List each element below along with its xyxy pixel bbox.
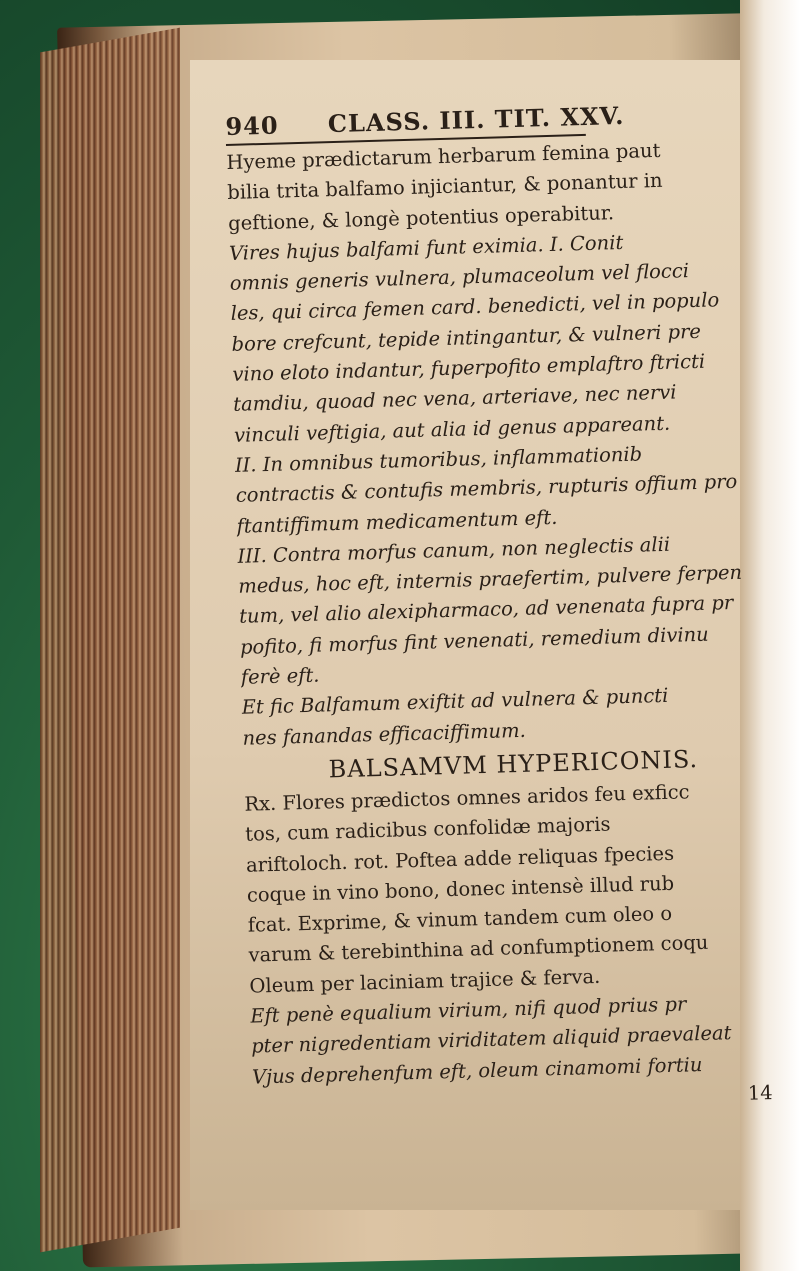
text-line: Rx. Flores prædictos omnes aridos feu exficc [244, 780, 690, 816]
text-line: coque in vino bono, donec intensè illud rub [246, 871, 675, 907]
text-line: varum & terebinthina ad confumptionem coqu [248, 931, 709, 968]
text-line: vinculi veftigia, aut alia id genus appareant. [233, 411, 671, 447]
page-number: 940 [225, 110, 279, 141]
text-line: medus, hoc eft, internis praefertim, pulvere ferpen [237, 560, 743, 598]
text-line: pofito, fi morfus fint venenati, remedium divinu [239, 622, 709, 659]
section-title: BALSAMVM HYPERICONIS. [328, 744, 699, 784]
text-line: fcat. Exprime, & vinum tandem cum oleo o [247, 901, 673, 937]
text-line: contractis & contufis membris, rupturis offium pro [235, 470, 738, 508]
text-line: Hyeme prædictarum herbarum femina paut [226, 138, 661, 174]
text-line: II. In omnibus tumoribus, inflammationib [234, 442, 643, 477]
text-line: III. Contra morfus canum, non neglectis alii [237, 532, 671, 568]
text-line: bilia trita balfamo injiciantur, & ponantur in [226, 169, 663, 205]
text-line: nes fanandas efficaciffimum. [242, 718, 527, 750]
text-line: tamdiu, quoad nec vena, arteriave, nec nervi [232, 380, 677, 417]
text-line: Eft penè equalium virium, nifi quod prius pr [249, 992, 687, 1028]
text-line: geftione, & longè potentius operabitur. [227, 200, 615, 235]
text-line: ftantiffimum medicamentum eft. [236, 505, 558, 538]
text-line: Oleum per laciniam trajice & ferva. [249, 964, 601, 998]
class-title: CLASS. III. TIT. XXV. [327, 100, 625, 139]
text-line: tum, vel alio alexipharmaco, ad venenata fupra pr [238, 591, 734, 629]
text-line: tos, cum radicibus confolidæ majoris [244, 812, 611, 846]
text-line: pter nigredentiam viriditatem aliquid praevaleat [250, 1021, 732, 1058]
text-line: Et fic Balfamum exiftit ad vulnera & puncti [241, 684, 669, 720]
page-edges [40, 28, 180, 1253]
text-line: vino eloto indantur, fuperpofito emplaftro ftricti [232, 349, 706, 386]
text-line: Vjus deprehenfum eft, oleum cinamomi fortiu [251, 1052, 703, 1089]
text-line: bore crefcunt, tepide intingantur, & vulneri pre [231, 319, 702, 356]
page-text [225, 95, 793, 1123]
text-line: les, qui circa femen card. benedicti, vel in populo [230, 288, 720, 326]
text-line: omnis generis vulnera, plumaceolum vel flocci [229, 259, 690, 296]
text-line: ferè eft. [240, 663, 320, 689]
text-line: Vires hujus balfami funt eximia. I. Conit [228, 230, 624, 265]
text-line: ariftoloch. rot. Poftea adde reliquas fpecies [245, 841, 675, 877]
catchword: 14 [747, 1081, 773, 1105]
